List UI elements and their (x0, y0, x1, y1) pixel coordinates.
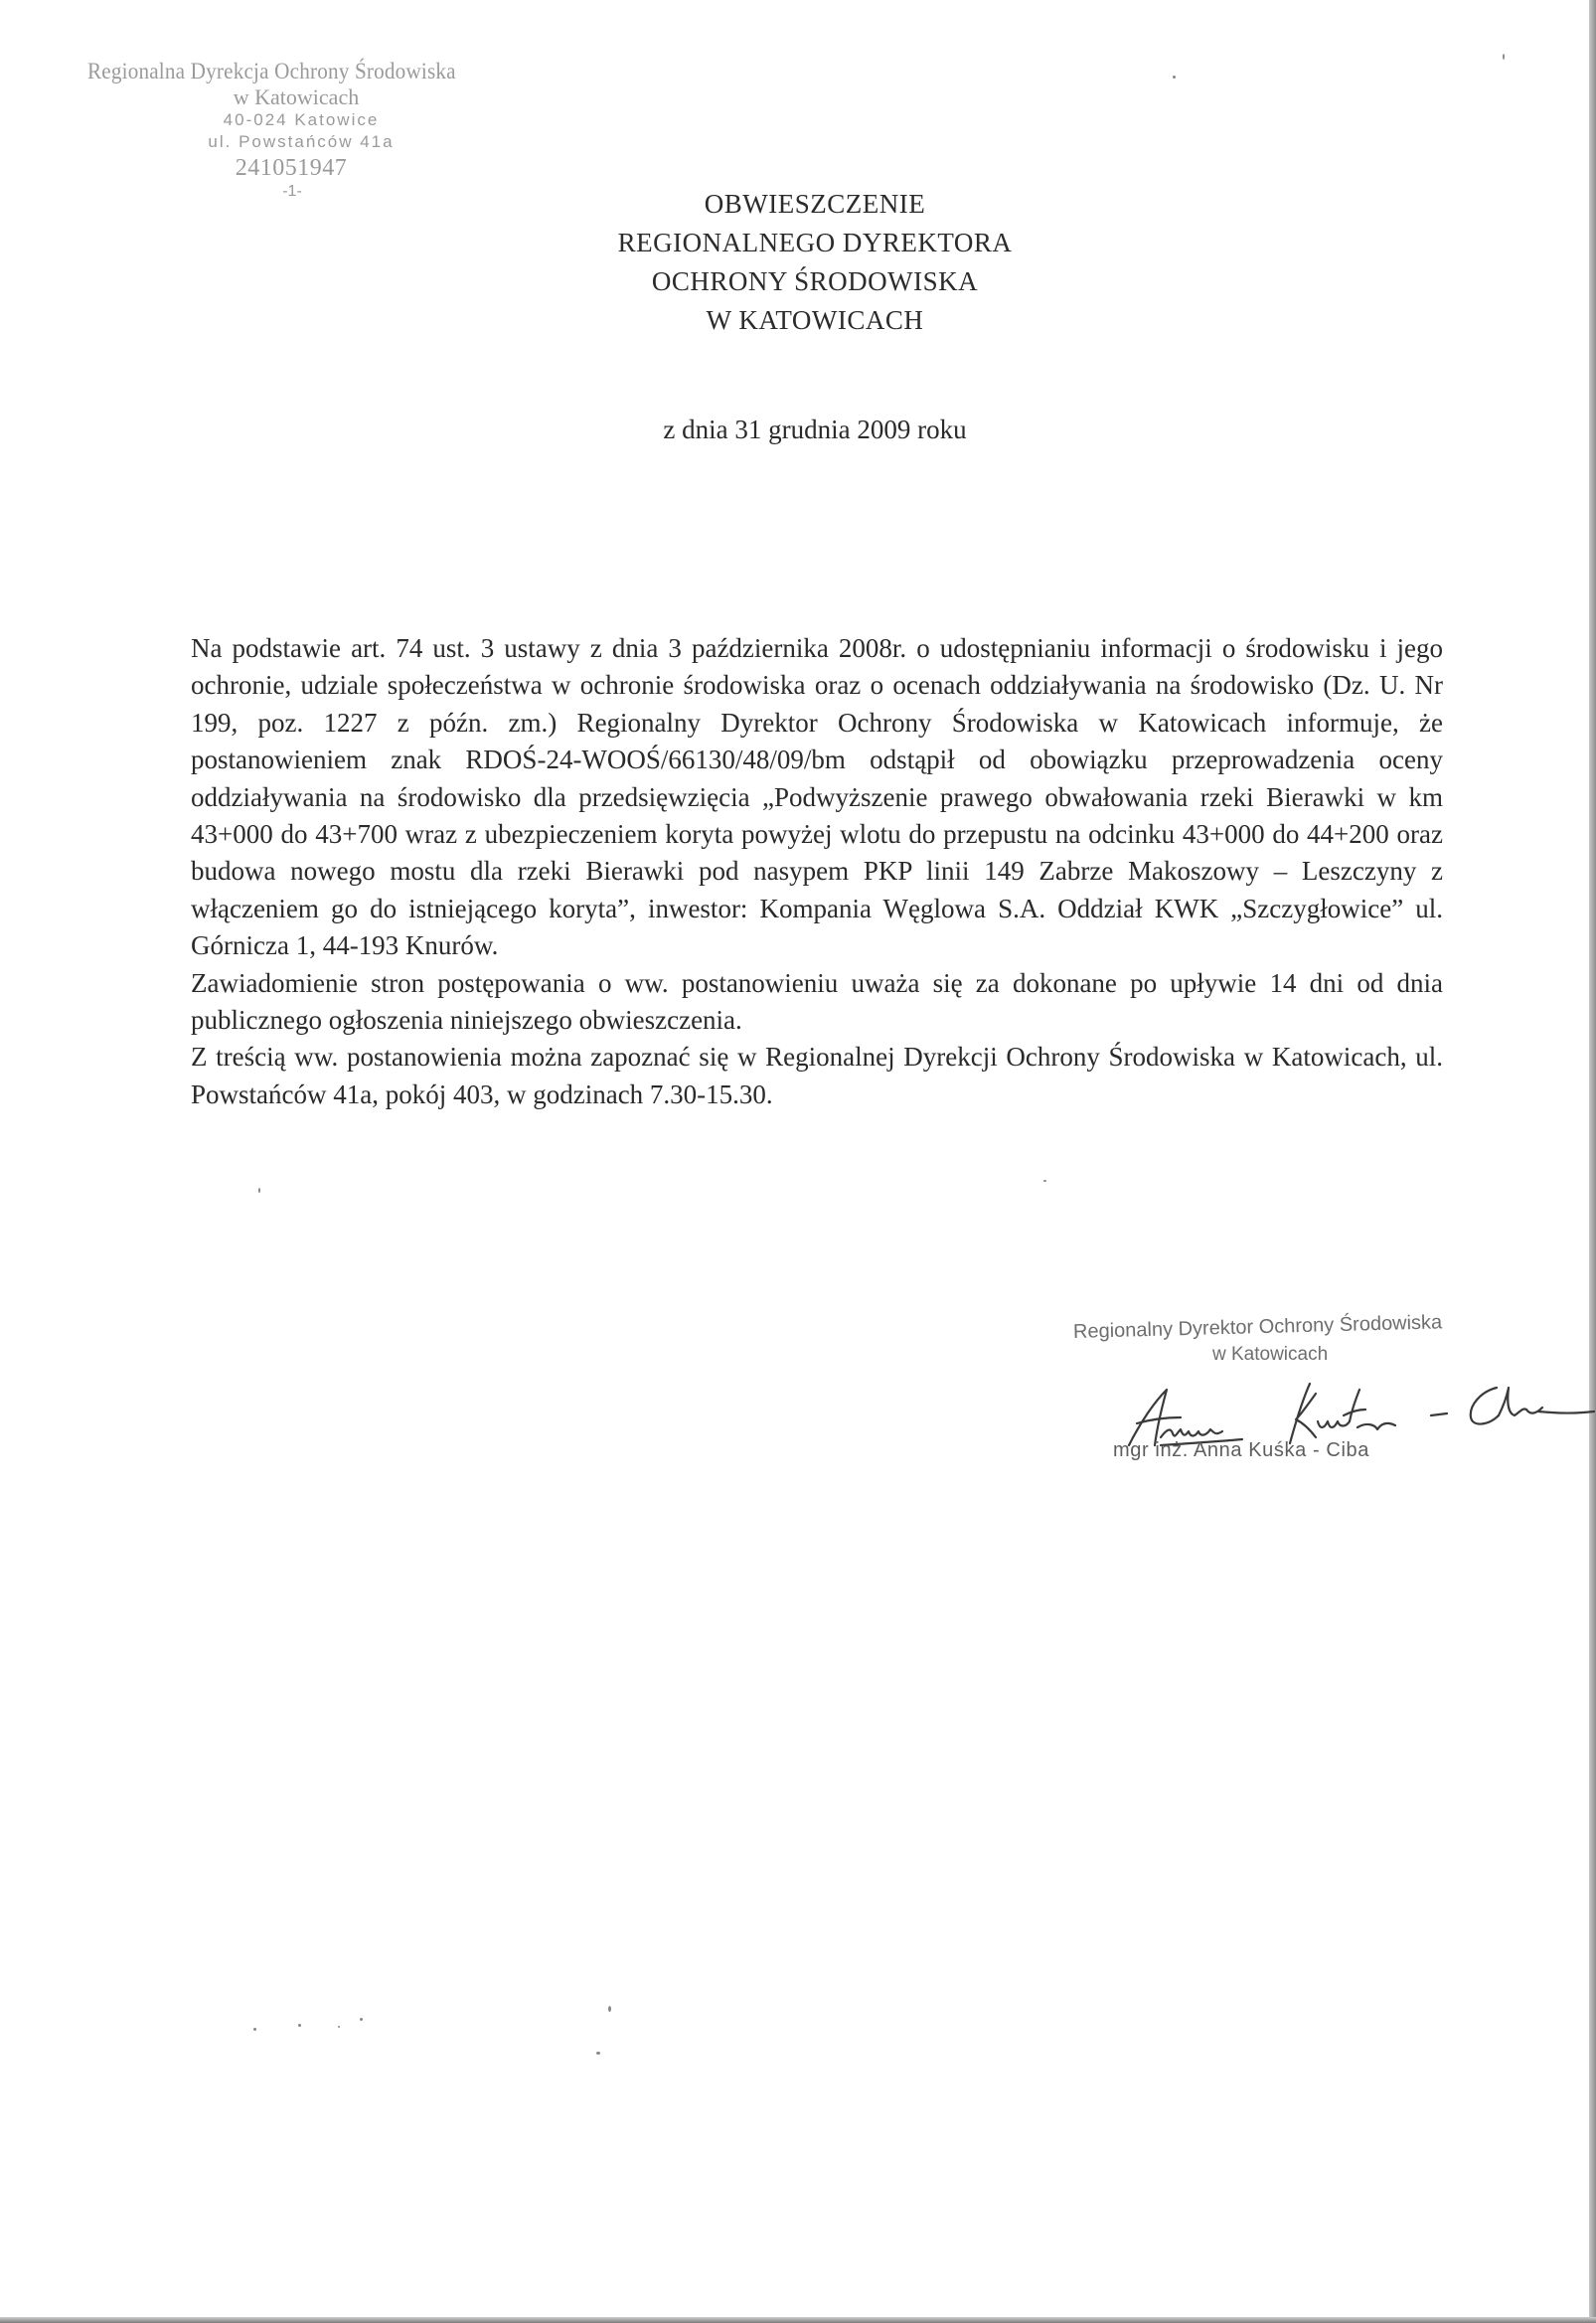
scan-right-edge (1589, 0, 1596, 2323)
scan-speck (1173, 76, 1176, 79)
signatory-name: mgr inż. Anna Kuśka - Ciba (1113, 1439, 1369, 1461)
title-line-1: OBWIESZCZENIE (704, 189, 926, 219)
office-stamp (87, 58, 545, 201)
stamp-postal-code: 40-024 Katowice (223, 110, 380, 129)
stamp-number: -1- (282, 183, 302, 200)
document-title (417, 185, 1212, 340)
stamp-street: ul. Powstańców 41a (208, 132, 395, 151)
stamp-office-name: Regionalna Dyrekcja Ochrony Środowiska (87, 59, 456, 83)
scan-speck (298, 2024, 301, 2027)
document-date: z dnia 31 grudnia 2009 roku (663, 415, 967, 444)
scan-speck (1503, 54, 1505, 60)
scan-bottom-edge (0, 2317, 1596, 2323)
signature-block (1063, 1311, 1560, 1366)
body-paragraph-1: Na podstawie art. 74 ust. 3 ustawy z dnia 3 października 2008r. o udostępnianiu informacji o środowisku i jego ochronie, udziale społeczeństwa w ochronie środowiska oraz o ocenach oddziaływania na środowisko (Dz. U. Nr 199, poz. 1227 z późn. zm.) Regionalny Dyrektor Ochrony Środowiska w Katowicach informuje, że postanowieniem znak RDOŚ-24-WOOŚ/66130/48/09/bm odstąpił od obowiązku przeprowadzenia oceny oddziaływania na środowisko dla przedsięwzięcia „Podwyższenie prawego obwałowania rzeki Bierawki w km 43+000 do 43+700 wraz z ubezpieczeniem koryta powyżej wlotu do przepustu na odcinku 43+000 do 44+200 oraz budowa nowego mostu dla rzeki Bierawki pod nasypem PKP linii 149 Zabrze Makoszowy – Leszczyny z włączeniem go do istniejącego koryta”, inwestor: Kompania Węglowa S.A. Oddział KWK „Szczygłowice” ul. Górnicza 1, 44-193 Knurów. (191, 633, 1443, 961)
scan-speck (258, 1188, 260, 1193)
handwritten-signature (1121, 1372, 1596, 1481)
scan-speck (253, 2028, 256, 2031)
scan-speck (596, 2052, 600, 2055)
title-line-2: REGIONALNEGO DYREKTORA (617, 228, 1013, 257)
body-paragraph-2: Zawiadomienie stron postępowania o ww. postanowieniu uważa się za dokonane po upływie 14 dni od dnia publicznego ogłoszenia niniejszego obwieszczenia. (191, 967, 1443, 1036)
signatory-city: w Katowicach (1212, 1344, 1329, 1365)
scan-speck (608, 2006, 611, 2012)
scan-speck (360, 2018, 363, 2021)
document-body (191, 630, 1443, 1113)
title-line-3: OCHRONY ŚRODOWISKA (651, 266, 979, 296)
body-paragraph-3: Z treścią ww. postanowienia można zapoznać się w Regionalnej Dyrekcji Ochrony Środowiska w Katowicach, ul. Powstańców 41a, pokój 403, w godzinach 7.30-15.30. (191, 1042, 1443, 1109)
signatory-position: Regionalny Dyrektor Ochrony Środowiska (1072, 1311, 1443, 1343)
scan-speck (1043, 1180, 1046, 1182)
stamp-regon: 241051947 (235, 155, 348, 181)
stamp-city: w Katowicach (233, 84, 360, 109)
scan-speck (338, 2026, 340, 2028)
title-line-4: W KATOWICACH (706, 305, 924, 335)
